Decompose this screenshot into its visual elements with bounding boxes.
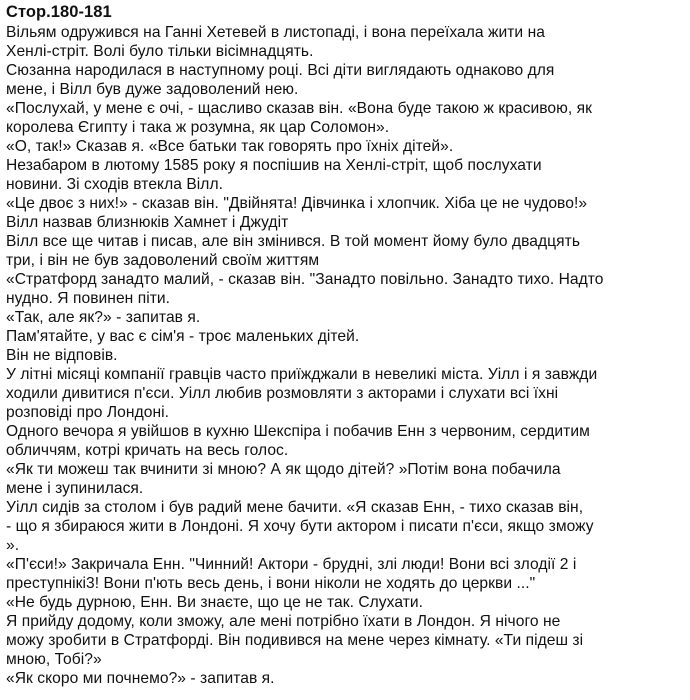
text-line: мною, Тобі?» <box>6 651 102 668</box>
text-line: Хенлі-стріт. Волі було тільки вісімнадцять. <box>6 43 314 60</box>
text-line: ходили дивитися п'єси. Уілл любив розмовляти з акторами і слухати всі їхні <box>6 385 559 402</box>
text-line: У літні місяці компанії гравців часто приїжджали в невеликі міста. Уілл і я завжди <box>6 366 598 383</box>
text-line: розповіді про Лондоні. <box>6 404 169 421</box>
text-line: «Так, але як?» - запитав я. <box>6 309 201 326</box>
text-line: три, і він не був задоволений своїм життям <box>6 252 320 269</box>
text-line: ». <box>6 537 20 554</box>
text-line: «Це двоє з них!» - сказав він. "Двійнята! Дівчинка і хлопчик. Хіба це не чудово!» <box>6 195 588 212</box>
text-line: - що я збираюся жити в Лондоні. Я хочу бути актором і писати п'єси, якщо зможу <box>6 518 594 535</box>
text-line: «Стратфорд занадто малий, - сказав він. "Занадто повільно. Занадто тихо. Надто <box>6 271 604 288</box>
text-line: можу зробити в Стратфорді. Він подивився на мене через кімнату. «Ти підеш зі <box>6 632 584 649</box>
text-line: «Послухай, у мене є очі, - щасливо сказав він. «Вона буде такою ж красивою, як <box>6 100 593 117</box>
page-heading: Стор.180-181 <box>6 3 112 21</box>
text-line: королева Єгипту і така ж розумна, як цар Соломон». <box>6 119 390 136</box>
text-line: Вілл назвав близнюків Хамнет і Джудіт <box>6 214 289 231</box>
text-line: Він не відповів. <box>6 347 118 364</box>
story-text <box>6 23 690 688</box>
text-line: новини. Зі сходів втекла Вілл. <box>6 176 223 193</box>
text-line: мене і зупинилася. <box>6 480 144 497</box>
text-line: мене, і Вілл був дуже задоволений нею. <box>6 81 299 98</box>
text-line: нудно. Я повинен піти. <box>6 290 171 307</box>
text-line: «Не будь дурною, Енн. Ви знаєте, що це не так. Слухати. <box>6 594 424 611</box>
text-line: «Як ти можеш так вчинити зі мною? А як щодо дітей? »Потім вона побачила <box>6 461 561 478</box>
text-line: «О, так!» Сказав я. «Все батьки так говорять про їхніх дітей». <box>6 138 454 155</box>
text-line: Я прийду додому, коли зможу, але мені потрібно їхати в Лондон. Я нічого не <box>6 613 561 630</box>
text-line: Пам'ятайте, у вас є сім'я - троє маленьких дітей. <box>6 328 360 345</box>
document-page <box>6 2 690 688</box>
text-line: Вільям одружився на Ганні Хетевей в листопаді, і вона переїхала жити на <box>6 24 545 41</box>
text-line: «П'єси!» Закричала Енн. "Чинний! Актори - брудні, злі люди! Вони всі злодії 2 і <box>6 556 577 573</box>
text-line: преступнікі3! Вони п'ють весь день, і вони ніколи не ходять до церкви ..." <box>6 575 536 592</box>
text-line: Уілл сидів за столом і був радий мене бачити. «Я сказав Енн, - тихо сказав він, <box>6 499 584 516</box>
text-line: Вілл все ще читав і писав, але він змінився. В той момент йому було двадцять <box>6 233 581 250</box>
text-line: обличчям, котрі кричать на весь голос. <box>6 442 289 459</box>
text-line: «Як скоро ми почнемо?» - запитав я. <box>6 670 275 687</box>
text-line: Сюзанна народилася в наступному році. Всі діти виглядають однаково для <box>6 62 555 79</box>
text-line: Незабаром в лютому 1585 року я поспішив на Хенлі-стріт, щоб послухати <box>6 157 542 174</box>
text-line: Одного вечора я увійшов в кухню Шекспіра і побачив Енн з червоним, сердитим <box>6 423 590 440</box>
